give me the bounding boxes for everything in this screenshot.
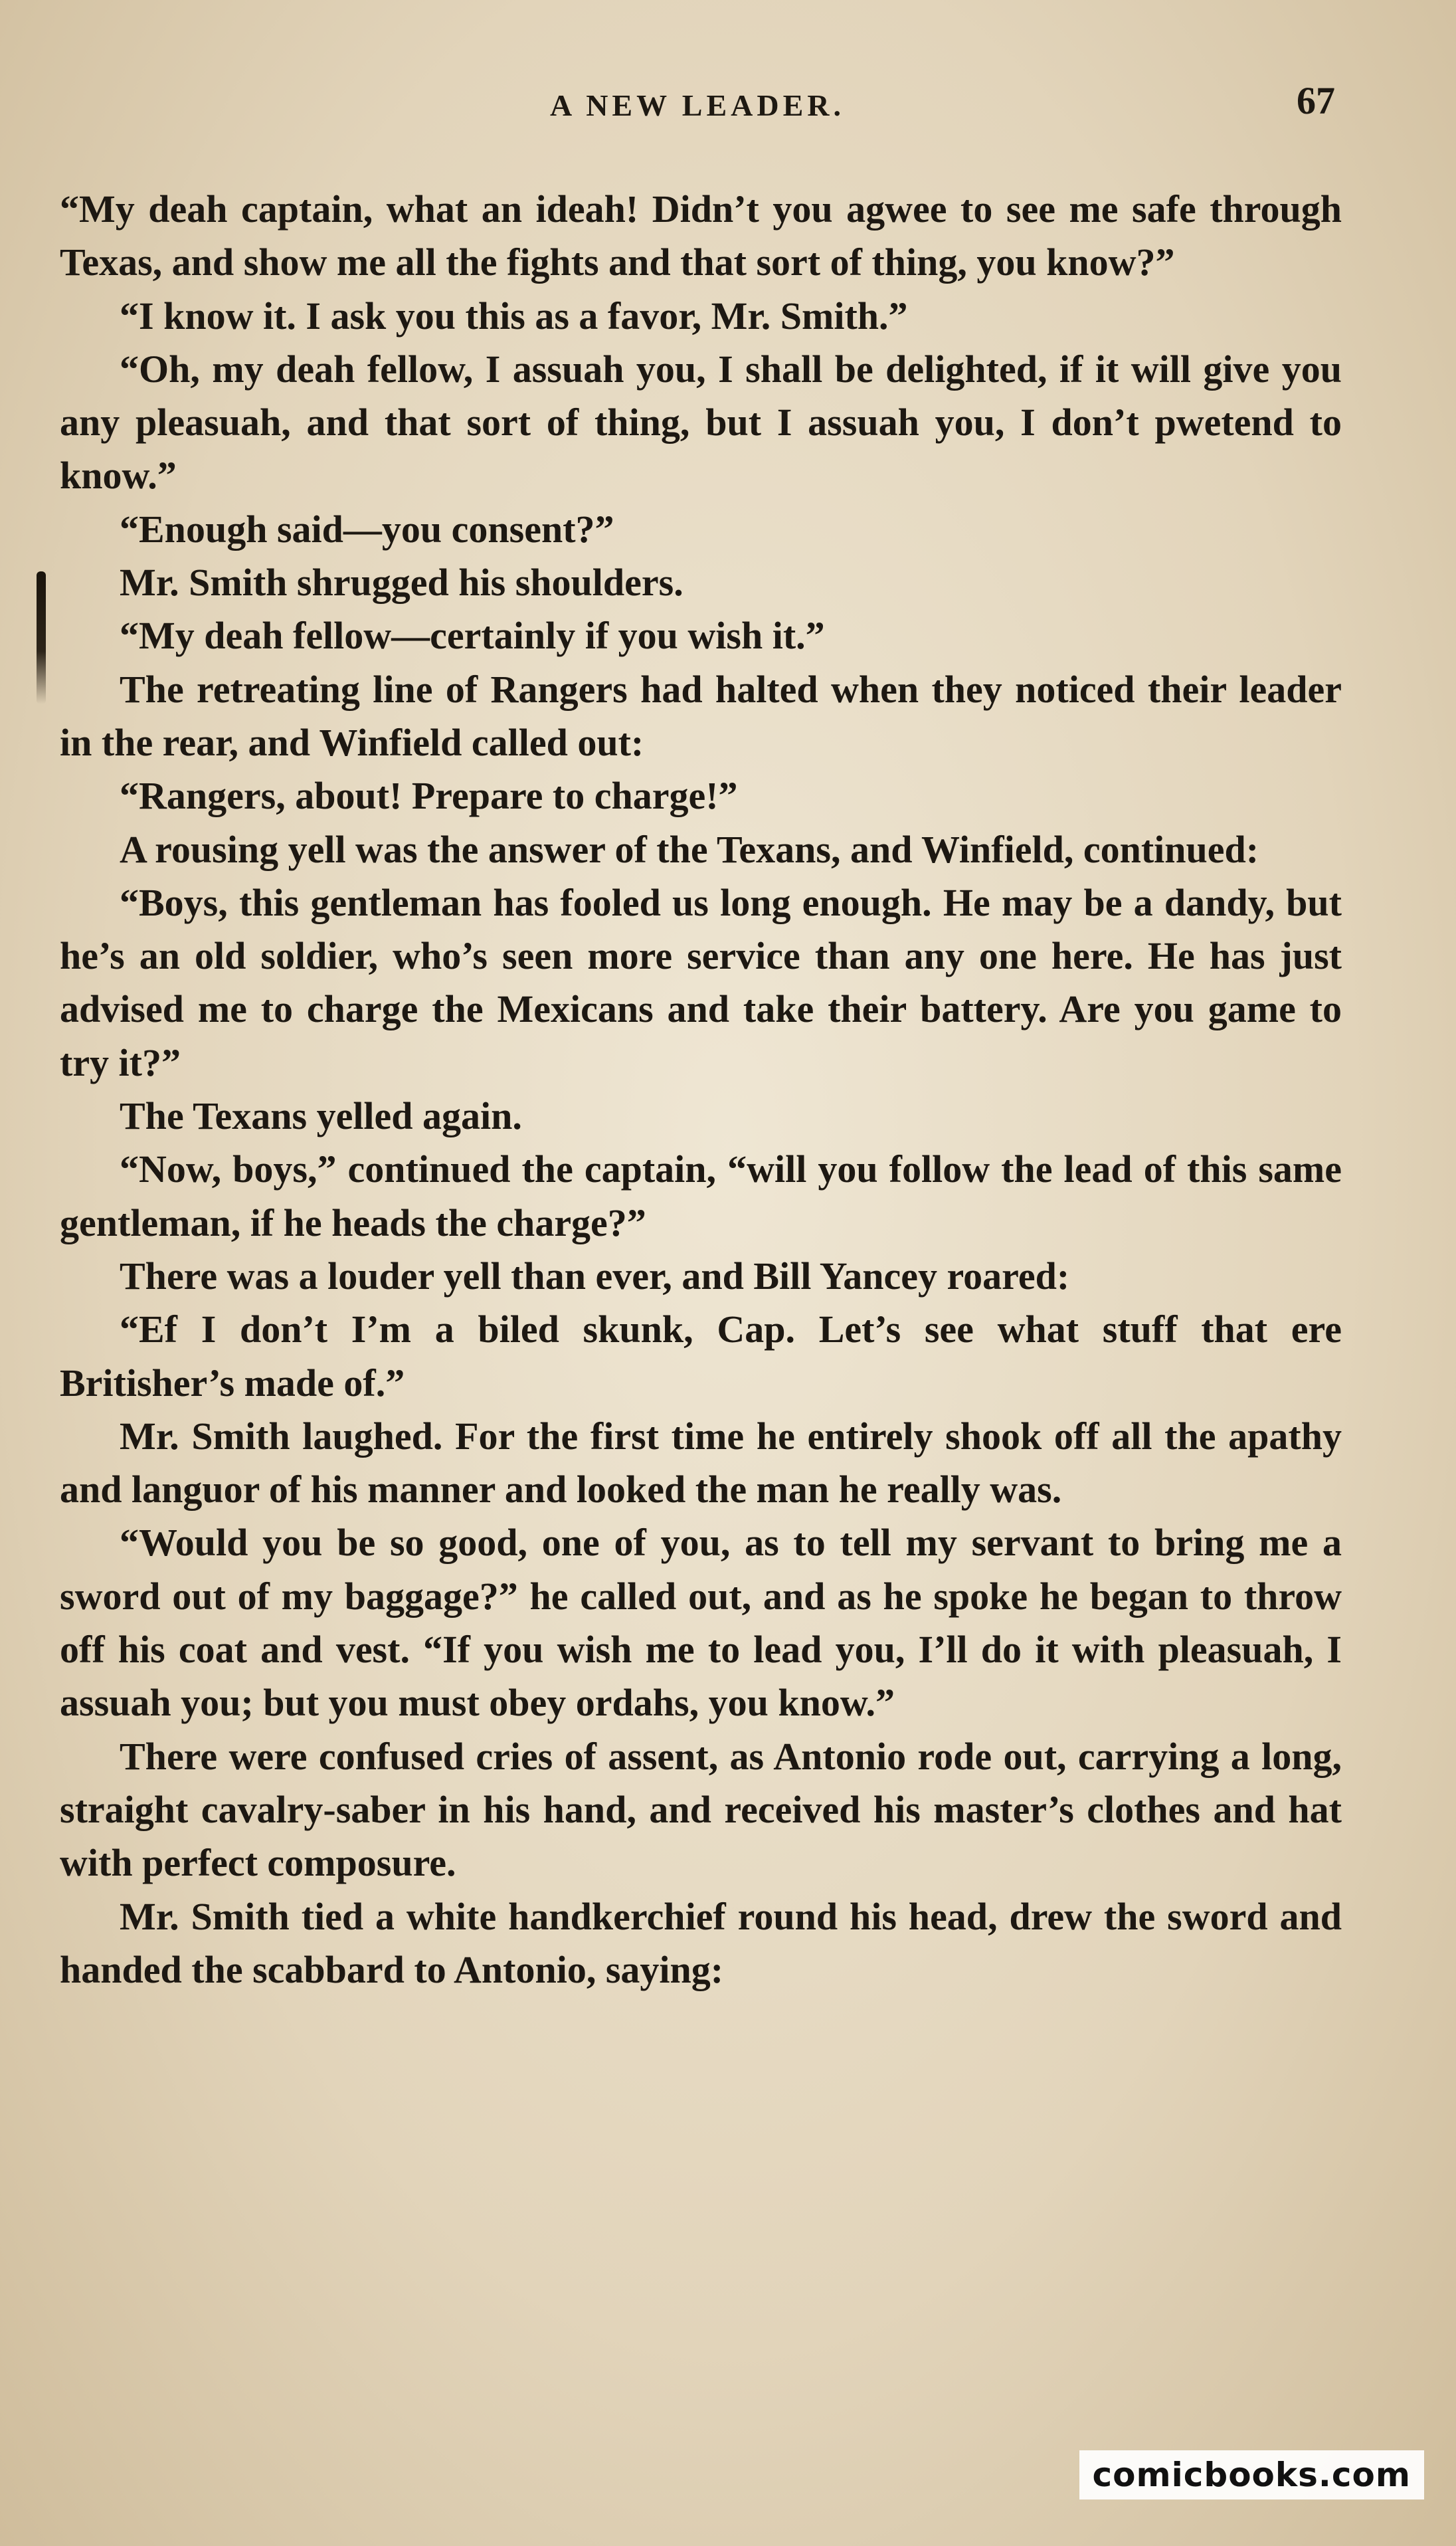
paragraph: “Oh, my deah fellow, I assuah you, I shall be delighted, if it will give you any pleasuah, and that sort of thing, but I assuah you, I don’t pwetend to know.” <box>60 347 1342 498</box>
paragraph: The Texans yelled again. <box>120 1094 522 1138</box>
paragraph: “I know it. I ask you this as a favor, Mr. Smith.” <box>120 294 908 338</box>
paragraph: The retreating line of Rangers had halted when they noticed their leader in the rear, and Winfield called out: <box>60 667 1342 764</box>
paragraph: “Now, boys,” continued the captain, “will you follow the lead of this same gentleman, if he heads the charge?” <box>60 1147 1342 1244</box>
paragraph: Mr. Smith shrugged his shoulders. <box>120 561 683 605</box>
running-head: A NEW LEADER. <box>550 88 845 122</box>
paragraph: Mr. Smith tied a white handkerchief round his head, drew the sword and handed the scabbard to Antonio, saying: <box>60 1894 1342 1991</box>
paragraph: “Enough said—you consent?” <box>120 507 614 551</box>
page-number: 67 <box>1297 79 1335 122</box>
paragraph: “My deah captain, what an ideah! Didn’t you agwee to see me safe through Texas, and show me all the fights and that sort of thing, you know?” <box>60 187 1342 284</box>
paragraph: “Ef I don’t I’m a biled skunk, Cap. Let’s see what stuff that ere Britisher’s made of.” <box>60 1308 1342 1405</box>
paragraph: Mr. Smith laughed. For the first time he entirely shook off all the apathy and languor of his manner and looked the man he really was. <box>60 1414 1342 1512</box>
paragraph: A rousing yell was the answer of the Texans, and Winfield, continued: <box>120 827 1259 871</box>
body-text <box>60 183 1342 1997</box>
paragraph: There were confused cries of assent, as Antonio rode out, carrying a long, straight cavalry-saber in his hand, and received his master’s clothes and hat with perfect composure. <box>60 1734 1342 1885</box>
site-watermark: comicbooks.com <box>1079 2450 1424 2499</box>
paragraph: “Rangers, about! Prepare to charge!” <box>120 774 738 818</box>
paragraph: “Boys, this gentleman has fooled us long enough. He may be a dandy, but he’s an old soldier, who’s seen more service than any one here. He has just advised me to charge the Mexicans and take their battery. Are you game to try it?” <box>60 880 1342 1084</box>
page-header <box>60 78 1335 138</box>
margin-ink-mark <box>37 571 46 704</box>
paragraph: There was a louder yell than ever, and Bill Yancey roared: <box>120 1254 1070 1298</box>
paragraph: “Would you be so good, one of you, as to tell my servant to bring me a sword out of my baggage?” he called out, and as he spoke he began to throw off his coat and vest. “If you wish me to lead you, I’ll do it with pleasuah, I assuah you; but you must obey ordahs, you know.” <box>60 1521 1342 1725</box>
paragraph: “My deah fellow—certainly if you wish it.” <box>120 614 825 658</box>
